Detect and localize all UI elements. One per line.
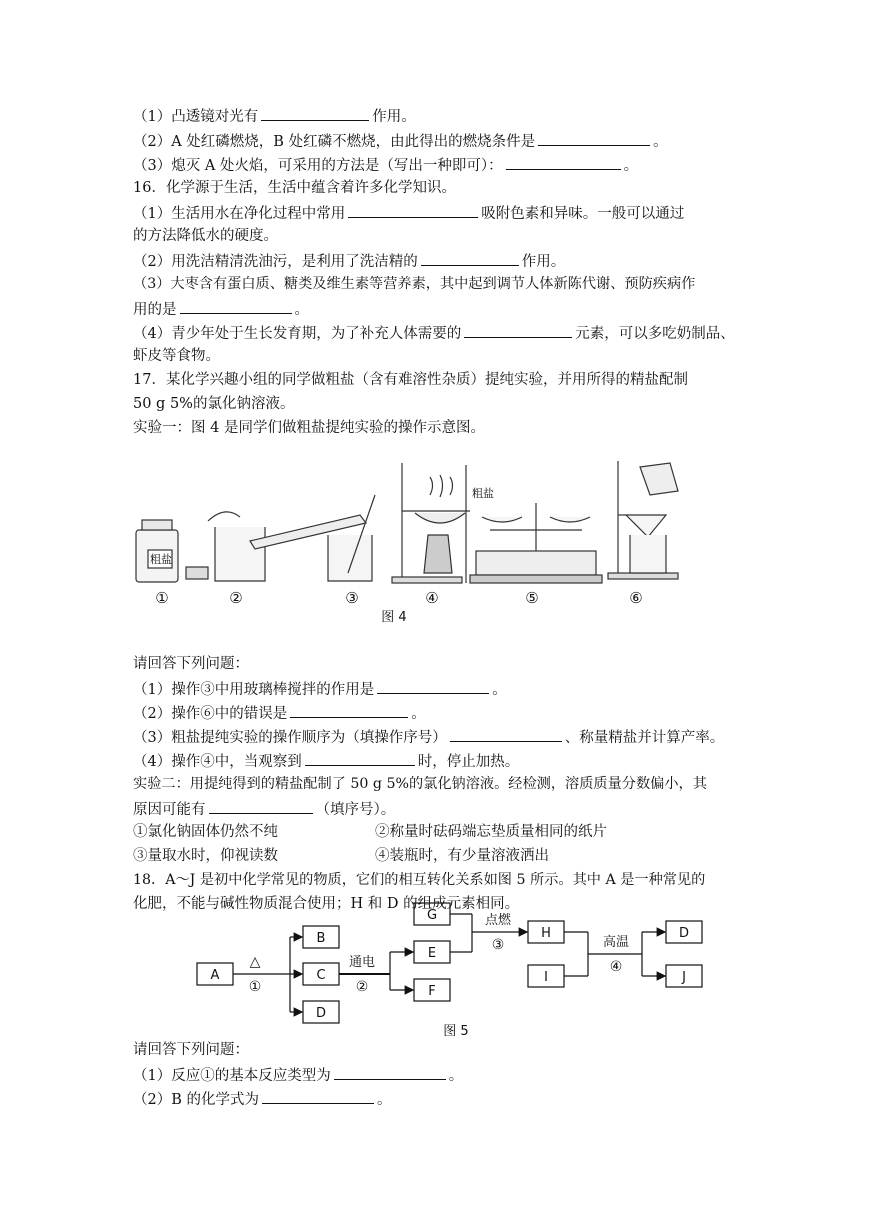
step-2: ② — [355, 979, 369, 995]
q17-exp2-b — [133, 798, 395, 820]
node-e: E — [427, 946, 437, 961]
figure-5 — [190, 900, 710, 1050]
q17-line-4-tail: 时，停止加热。 — [417, 754, 520, 770]
node-f: F — [428, 984, 436, 999]
q18-line-1-text: （1）反应①的基本反应类型为 — [133, 1068, 331, 1084]
q18-line-1 — [133, 1064, 463, 1086]
fig4-label-6: ⑥ — [629, 589, 643, 607]
q17-line-4 — [133, 750, 519, 772]
cond-electrolysis: 通电 — [348, 955, 376, 970]
q16-line-1a-text: （1）生活用水在净化过程中常用 — [133, 206, 346, 222]
q17-exp2-b-text: 原因可能有 — [133, 802, 206, 818]
q16-title: 16．化学源于生活，生活中蕴含着许多化学知识。 — [133, 180, 456, 196]
node-h: H — [541, 926, 551, 941]
q18-line-2 — [133, 1088, 392, 1110]
step-3: ③ — [491, 937, 505, 953]
beaker-stir-icon — [328, 495, 375, 581]
answer-blank[interactable] — [421, 250, 519, 266]
answer-blank[interactable] — [334, 1064, 446, 1080]
fig4-label-4: ④ — [425, 589, 439, 607]
cond-heat: △ — [249, 954, 261, 970]
node-c: C — [316, 968, 326, 983]
answer-blank[interactable] — [464, 322, 572, 338]
answer-blank[interactable] — [450, 726, 562, 742]
answer-blank[interactable] — [261, 105, 369, 121]
cond-high-temp: 高温 — [602, 935, 630, 950]
q16-line-3b-tail: 。 — [294, 302, 309, 318]
q16-line-1a-tail: 吸附色素和异味。一般可以通过 — [481, 206, 685, 222]
node-i: I — [544, 970, 548, 985]
q16-line-2-tail: 作用。 — [521, 254, 566, 270]
node-a: A — [210, 968, 220, 983]
q16-line-3b-text: 用的是 — [133, 302, 177, 318]
q15-line-2-tail: 。 — [653, 134, 668, 150]
q16-line-3b — [133, 298, 309, 320]
step-1: ① — [248, 979, 262, 995]
filtration-icon — [608, 461, 678, 579]
q16-line-4b: 虾皮等食物。 — [133, 348, 220, 364]
q17-line-2-tail: 。 — [411, 706, 426, 722]
answer-blank[interactable] — [538, 130, 650, 146]
q17-line-4-text: （4）操作④中，当观察到 — [133, 754, 302, 770]
q15-line-3-tail: 。 — [623, 158, 639, 174]
node-d: D — [315, 1006, 327, 1021]
fig4-label-3: ③ — [345, 589, 359, 607]
balance-label: 粗盐 — [472, 487, 494, 500]
q15-line-2-text: （2）A 处红磷燃烧，B 处红磷不燃烧，由此得出的燃烧条件是 — [133, 134, 536, 150]
q16-line-4a — [133, 322, 735, 344]
q15-line-1 — [133, 105, 416, 127]
node-d2: D — [678, 926, 690, 941]
q18-line-1-tail: 。 — [448, 1068, 464, 1084]
answer-blank[interactable] — [377, 678, 489, 694]
node-g: G — [426, 908, 438, 923]
q17-line-3-tail: 、称量精盐并计算产率。 — [564, 730, 725, 746]
q17-line-1 — [133, 678, 507, 700]
balance-icon — [470, 503, 602, 583]
q16-line-3a: （3）大枣含有蛋白质、糖类及维生素等营养素，其中起到调节人体新陈代谢、预防疾病作 — [133, 276, 696, 292]
q16-line-1b: 的方法降低水的硬度。 — [133, 228, 278, 244]
q15-line-2 — [133, 130, 668, 152]
q18-line-2-text: （2）B 的化学式为 — [133, 1092, 259, 1108]
evaporation-stand-icon — [392, 463, 470, 583]
fig4-label-1: ① — [155, 589, 169, 607]
q15-line-3-text: （3）熄灭 A 处火焰，可采用的方法是（写出一种即可）： — [133, 158, 503, 174]
q17-line-3-text: （3）粗盐提纯实验的操作顺序为（填操作序号） — [133, 730, 447, 746]
cond-ignite: 点燃 — [484, 913, 512, 928]
jar-icon — [136, 520, 208, 582]
q15-line-1-tail: 作用。 — [372, 109, 416, 125]
answer-blank[interactable] — [180, 298, 292, 314]
answer-blank[interactable] — [348, 202, 478, 218]
q17-line-1-tail: 。 — [492, 682, 507, 698]
q16-line-4a-text: （4）青少年处于生长发育期，为了补充人体需要的 — [133, 326, 462, 342]
q17-exp1: 实验一：图 4 是同学们做粗盐提纯实验的操作示意图。 — [133, 420, 485, 436]
answer-blank[interactable] — [262, 1088, 374, 1104]
q16-line-4a-tail: 元素，可以多吃奶制品、 — [575, 326, 735, 342]
jar-label: 粗盐 — [150, 553, 172, 566]
q15-line-1-text: （1）凸透镜对光有 — [133, 109, 259, 125]
q17-title: 17．某化学兴趣小组的同学做粗盐（含有难溶性杂质）提纯实验，并用所得的精盐配制 — [133, 372, 688, 388]
q17-line-2-text: （2）操作⑥中的错误是 — [133, 706, 288, 722]
fig4-label-5: ⑤ — [525, 589, 539, 607]
q17-line-3 — [133, 726, 724, 748]
q17-option-3: ③量取水时，仰视读数 — [133, 848, 278, 864]
q17-exp2-b-tail: （填序号）。 — [315, 802, 396, 818]
answer-blank[interactable] — [305, 750, 415, 766]
q17-option-2: ②称量时砝码端忘垫质量相同的纸片 — [375, 824, 607, 840]
q17-exp2-a: 实验二：用提纯得到的精盐配制了 50 g 5%的氯化钠溶液。经检测，溶质质量分数偏小，其 — [133, 776, 707, 792]
q15-line-3 — [133, 154, 638, 176]
q17-option-1: ①氯化钠固体仍然不纯 — [133, 824, 278, 840]
q17-title-2: 50 g 5%的氯化钠溶液。 — [133, 396, 295, 412]
fig4-caption: 图 4 — [381, 610, 407, 625]
q17-line-1-text: （1）操作③中用玻璃棒搅拌的作用是 — [133, 682, 375, 698]
step-4: ④ — [609, 959, 623, 975]
q16-line-2 — [133, 250, 565, 272]
answer-blank[interactable] — [506, 154, 621, 170]
q18-title: 18．A～J 是初中化学常见的物质，它们的相互转化关系如图 5 所示。其中 A 是一种常见的 — [133, 872, 706, 888]
fig5-caption: 图 5 — [443, 1024, 469, 1039]
answer-blank[interactable] — [209, 798, 313, 814]
q18-title-2: 化肥，不能与碱性物质混合使用；H 和 D 的组成元素相同。 — [133, 896, 520, 912]
node-j: J — [682, 970, 686, 985]
q17-ask: 请回答下列问题： — [133, 656, 249, 672]
q18-ask: 请回答下列问题： — [133, 1042, 249, 1058]
q16-line-2-text: （2）用洗洁精清洗油污，是利用了洗洁精的 — [133, 254, 418, 270]
q17-line-2 — [133, 702, 426, 724]
figure-4 — [130, 455, 690, 625]
answer-blank[interactable] — [290, 702, 408, 718]
q18-line-2-tail: 。 — [377, 1092, 392, 1108]
fig4-label-2: ② — [229, 589, 243, 607]
q16-line-1a — [133, 202, 684, 224]
q17-option-4: ④装瓶时，有少量溶液洒出 — [375, 848, 549, 864]
node-b: B — [316, 931, 326, 946]
